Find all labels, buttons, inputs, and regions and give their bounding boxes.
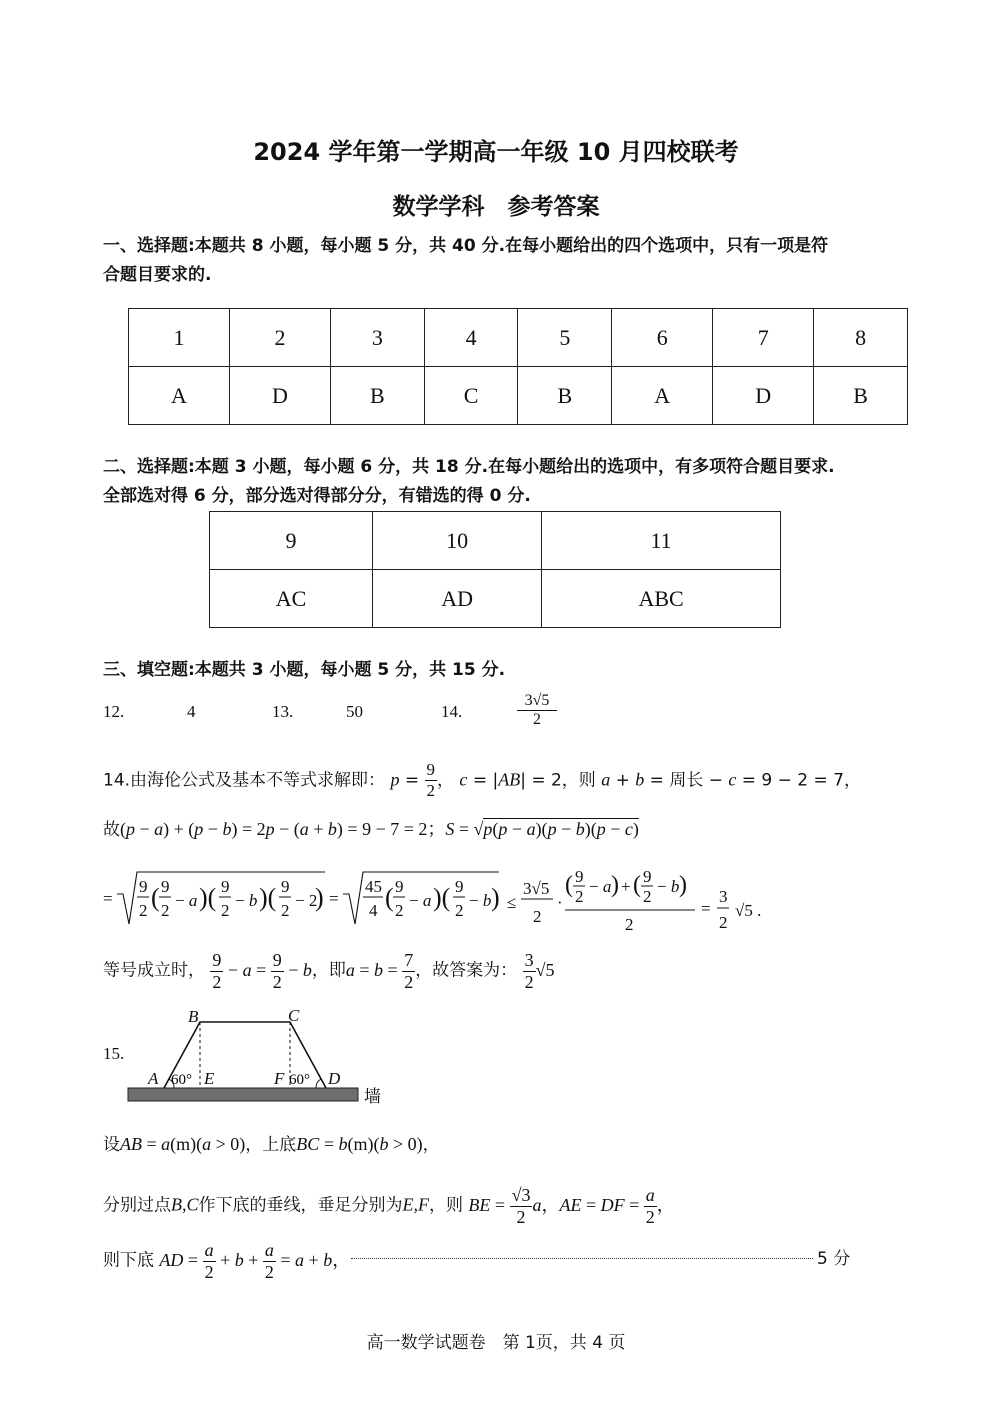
table-row: [129, 309, 908, 367]
svg-text:=: =: [701, 899, 711, 918]
solution15-line1: 设AB = a(m)(a > 0)，上底BC = b(m)(b > 0)，: [103, 1134, 440, 1155]
svg-text:− a: − a: [409, 891, 432, 910]
svg-text:9: 9: [455, 877, 464, 896]
solution14-line1: 14.由海伦公式及基本不等式求解即： p = $\frac{9}{2}$ ， c = |AB| = 2，则 a + b = 周长 − c = 9 − 2 = 7，: [103, 760, 861, 800]
svg-text:− 2: − 2: [295, 891, 318, 910]
vertex-label: B: [188, 1007, 199, 1026]
svg-text:=: =: [329, 889, 339, 908]
page-footer: 高一数学试题卷 第 1页，共 4 页: [366, 1333, 626, 1353]
question-number: 3: [330, 309, 424, 367]
q14-answer-numerator: 3√5: [517, 692, 557, 711]
svg-text:): ): [679, 872, 687, 898]
answer-cell: AC: [210, 570, 373, 628]
svg-text:): ): [315, 883, 324, 912]
answer-cell: D: [229, 367, 330, 425]
svg-text:− b: − b: [235, 891, 258, 910]
svg-text:2: 2: [719, 913, 728, 932]
svg-text:2: 2: [221, 901, 230, 920]
question-number: 11: [542, 512, 781, 570]
section2-heading: 二、选择题:本题 3 小题，每小题 6 分，共 18 分.在每小题给出的选项中，有多项符合题目要求. 全部选对得 6 分，部分选对得部分分，有错选的得 0 分.: [103, 457, 835, 506]
heron-formula-expression: [103, 864, 783, 936]
svg-text:3√5: 3√5: [523, 879, 550, 898]
question-number: 10: [372, 512, 541, 570]
q13-label: 13.: [272, 702, 294, 721]
angle-label: 60°: [171, 1072, 192, 1088]
vertex-label: C: [288, 1006, 300, 1025]
q12-answer: 4: [187, 702, 196, 721]
score-label: 5 分: [817, 1249, 851, 1269]
table-row: [210, 512, 781, 570]
q13-answer: 50: [346, 702, 363, 721]
table-row: [210, 570, 781, 628]
svg-text:9: 9: [643, 867, 652, 886]
svg-text:3: 3: [719, 887, 728, 906]
q14-answer-denominator: 2: [533, 711, 541, 728]
svg-text:(: (: [565, 872, 573, 898]
svg-text:)(: )(: [259, 883, 277, 912]
svg-text:− b: − b: [657, 877, 680, 896]
vertex-label: E: [204, 1069, 215, 1088]
solution15-line2: 分别过点B,C作下底的垂线，垂足分别为E,F，则 BE = $\frac{√3}{2}$ a，AE = DF = $\frac{a}{2}$ ，: [103, 1185, 675, 1227]
vertex-label: F: [274, 1069, 285, 1088]
svg-text:− b: − b: [469, 891, 492, 910]
svg-text:): ): [611, 872, 619, 898]
question-number: 4: [424, 309, 518, 367]
question-number: 5: [518, 309, 612, 367]
trapezoid-figure: [120, 1004, 400, 1108]
answer-cell: B: [518, 367, 612, 425]
svg-text:2: 2: [625, 915, 634, 934]
q14-label: 14.: [441, 702, 463, 721]
section2-answer-table: [209, 511, 781, 628]
answer-cell: AD: [372, 570, 541, 628]
table-row: [129, 367, 908, 425]
section3-heading: 三、填空题:本题共 3 小题，每小题 5 分，共 15 分.: [103, 660, 506, 680]
svg-text:2: 2: [533, 907, 542, 926]
svg-text:+: +: [621, 877, 631, 896]
question-number: 9: [210, 512, 373, 570]
svg-text:(: (: [385, 883, 394, 912]
svg-text:2: 2: [395, 901, 404, 920]
solution15-line3: 则下底 AD = $\frac{a}{2}$ + b + $\frac{a}{2}$ = a + b， 5 分: [103, 1240, 851, 1282]
svg-text:4: 4: [369, 901, 378, 920]
answer-cell: ABC: [542, 570, 781, 628]
angle-label: 60°: [289, 1072, 310, 1088]
answer-cell: A: [129, 367, 230, 425]
section1-answer-table: [128, 308, 908, 425]
svg-text:(: (: [151, 883, 160, 912]
svg-text:=: =: [103, 889, 113, 908]
svg-text:2: 2: [161, 901, 170, 920]
svg-text:9: 9: [139, 877, 148, 896]
q12-label: 12.: [103, 702, 125, 721]
question-number: 8: [814, 309, 908, 367]
section1-heading: 一、选择题:本题共 8 小题，每小题 5 分，共 40 分.在每小题给出的四个选项中，只有一项是符 合题目要求的.: [103, 236, 829, 285]
q14-answer-fraction: [517, 692, 557, 729]
question-number: 2: [229, 309, 330, 367]
answer-cell: B: [330, 367, 424, 425]
svg-text:2: 2: [281, 901, 290, 920]
svg-text:√5 .: √5 .: [735, 901, 762, 920]
q15-label: 15.: [103, 1044, 125, 1063]
svg-text:(: (: [633, 872, 641, 898]
answer-cell: A: [612, 367, 713, 425]
page-subtitle: 数学学科 参考答案: [392, 194, 600, 220]
answer-cell: C: [424, 367, 518, 425]
svg-text:9: 9: [395, 877, 404, 896]
answer-cell: D: [713, 367, 814, 425]
svg-text:9: 9: [281, 877, 290, 896]
svg-text:− a: − a: [589, 877, 612, 896]
vertex-label: A: [148, 1069, 159, 1088]
dotted-leader: [351, 1258, 813, 1259]
question-number: 7: [713, 309, 814, 367]
svg-text:2: 2: [643, 887, 652, 906]
svg-text:2: 2: [139, 901, 148, 920]
vertex-label: D: [328, 1069, 341, 1088]
solution14-line2: 故(p − a) + (p − b) = 2p − (a + b) = 9 − 7 = 2；S = √p(p − a)(p − b)(p − c): [103, 819, 639, 840]
svg-text:)(: )(: [199, 883, 217, 912]
svg-text:2: 2: [455, 901, 464, 920]
answer-cell: B: [814, 367, 908, 425]
svg-text:): ): [491, 883, 500, 912]
svg-text:≤: ≤: [507, 893, 517, 912]
svg-text:9: 9: [575, 867, 584, 886]
solution14-line4: 等号成立时， $\frac{9}{2}$ − a = $\frac{9}{2}$ − b，即a = b = $\frac{7}{2}$ ，故答案为： $\frac{3}{2}$ √5: [103, 950, 555, 992]
svg-text:)(: )(: [433, 883, 451, 912]
svg-text:·: ·: [557, 893, 563, 912]
wall-label: 墙: [364, 1087, 381, 1106]
svg-text:9: 9: [161, 877, 170, 896]
question-number: 6: [612, 309, 713, 367]
svg-text:9: 9: [221, 877, 230, 896]
svg-text:− a: − a: [175, 891, 198, 910]
svg-text:45: 45: [365, 877, 382, 896]
svg-text:2: 2: [575, 887, 584, 906]
page-title: 2024 学年第一学期高一年级 10 月四校联考: [253, 138, 739, 166]
solution14-line3: [103, 864, 783, 940]
question-number: 1: [129, 309, 230, 367]
